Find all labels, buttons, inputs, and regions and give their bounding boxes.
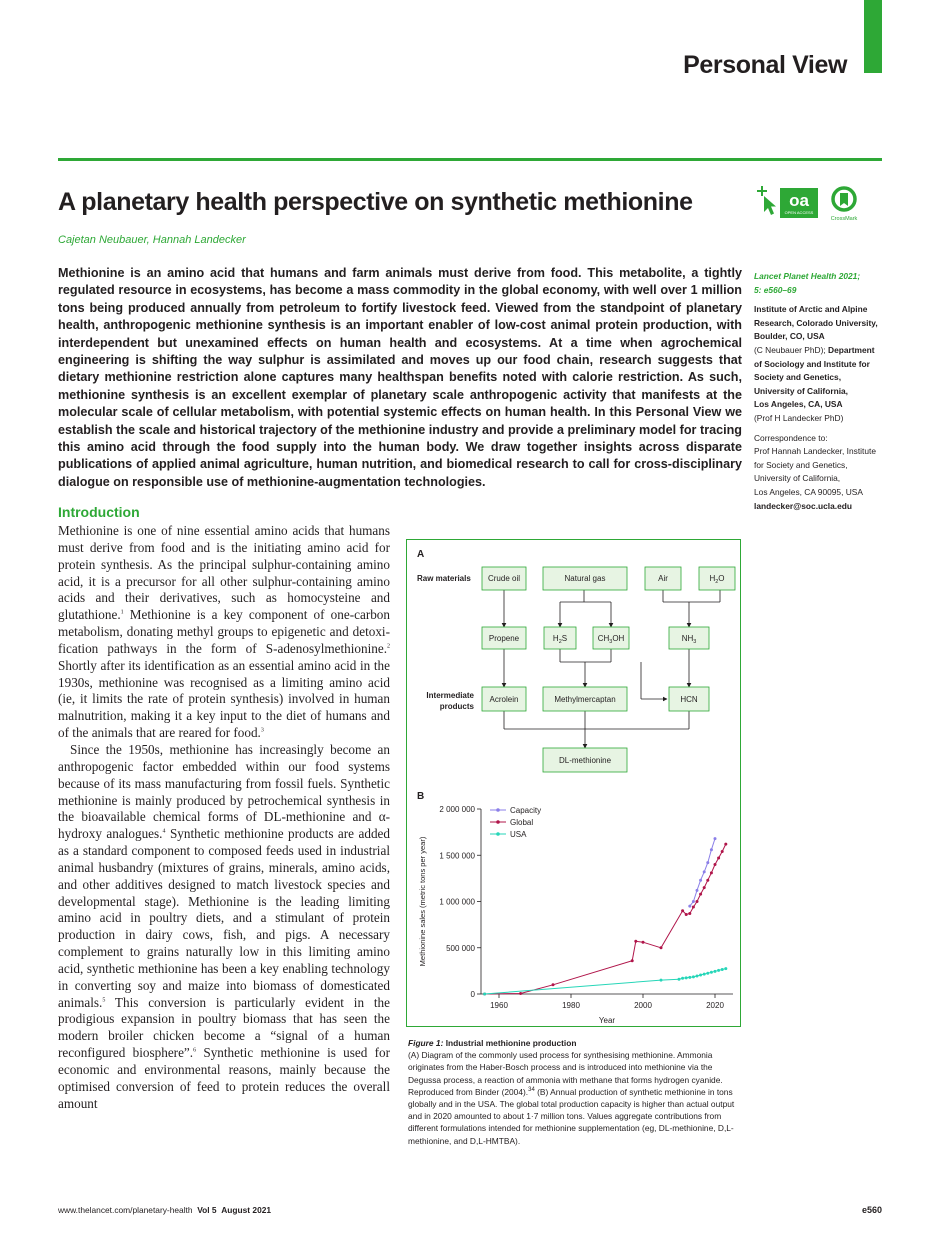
- header-rule: [58, 158, 882, 161]
- series-line-usa: [485, 969, 726, 994]
- reference-link[interactable]: 34: [528, 1087, 535, 1094]
- y-tick-label: 1 500 000: [439, 851, 475, 861]
- panel-a-label: A: [417, 549, 425, 560]
- y-axis-title: Methionine sales (metric tons per year): [418, 836, 427, 967]
- affiliation-line: Institute of Arctic and Alpine: [754, 304, 868, 315]
- legend-marker: [496, 808, 500, 812]
- row-label-intermediate: Intermediate: [426, 691, 474, 700]
- data-point-capacity: [696, 889, 699, 892]
- data-point-usa: [681, 977, 684, 980]
- section-color-tab: [864, 0, 882, 73]
- text-run: Synthetic methionine products are added as a standard component to composed feeds used in industrial animal husbandry (mixtures of grains, minerals, amino acids, and other additives designed to match livestock species and developmental stage). Methionine is the leading limiting amino acid in poultry diets, and a stimulant of protein production in dairy cows, fish, and pigs. A necessary complement to grains naturally low in this limiting amino acid, synthetic methionine has been a key enabling technology in converting soy and maize into biomass of domesticated animals.: [58, 826, 390, 1010]
- reference-link[interactable]: 5: [102, 997, 106, 1004]
- reference-link[interactable]: 4: [162, 828, 166, 835]
- legend-label: Global: [510, 818, 534, 827]
- node-label: Crude oil: [487, 574, 521, 583]
- affiliation-line: Los Angeles, CA, USA: [754, 399, 843, 410]
- data-point-global: [685, 913, 688, 916]
- footer-url[interactable]: www.thelancet.com/planetary-health: [58, 1205, 193, 1215]
- series-line-global: [485, 844, 726, 994]
- data-point-global: [721, 850, 724, 853]
- citation-line: 5: e560–69: [754, 284, 797, 295]
- node-acrolein: [482, 687, 526, 711]
- methionine-production-chart: [418, 805, 733, 1025]
- oa-badge-text: oa: [789, 191, 809, 210]
- data-point-global: [699, 893, 702, 896]
- correspondence-line: for Society and Genetics,: [754, 459, 848, 470]
- legend-marker: [496, 820, 500, 824]
- caption-title: Industrial methionine production: [445, 1038, 577, 1048]
- data-point-usa: [706, 972, 709, 975]
- x-tick-label: 1960: [490, 1001, 508, 1010]
- node-dl-methionine: [543, 748, 627, 772]
- caption-text: (A) Diagram of the commonly used process for synthesising methionine. Ammonia originates from the Haber-Bosch process and is introduced into methionine via the Degussa process, a reaction of ammonia with methane that forms hydrogen cyanide. Reproduced from Binder (2004).: [408, 1050, 723, 1097]
- correspondence-line: Prof Hannah Landecker, Institute: [754, 446, 876, 457]
- figure-1: [406, 539, 741, 1027]
- y-tick-label: 500 000: [446, 943, 475, 953]
- node-methylmercaptan: [543, 687, 627, 711]
- node-air: [645, 567, 681, 590]
- data-point-global: [642, 941, 645, 944]
- data-point-usa: [724, 967, 727, 970]
- node-propene: [482, 627, 526, 649]
- data-point-usa: [685, 976, 688, 979]
- data-point-global: [717, 857, 720, 860]
- reference-link[interactable]: 1: [120, 609, 124, 616]
- correspondence-label: Correspondence to:: [754, 432, 828, 443]
- legend-label: Capacity: [510, 806, 542, 815]
- node-label: Propene: [488, 634, 520, 643]
- author-list[interactable]: Cajetan Neubauer, Hannah Landecker: [58, 234, 246, 246]
- crossmark-icon[interactable]: [831, 188, 858, 222]
- author-degree: (C Neubauer PhD);: [754, 344, 829, 355]
- correspondence-line: Los Angeles, CA 90095, USA: [754, 486, 863, 497]
- section-heading: Introduction: [58, 504, 140, 520]
- data-point-usa: [699, 974, 702, 977]
- paragraph: [58, 523, 390, 742]
- node-crude-oil: [482, 567, 526, 590]
- data-point-capacity: [692, 900, 695, 903]
- data-point-global: [706, 879, 709, 882]
- data-point-global: [703, 886, 706, 889]
- figure-1-graphic: [407, 540, 740, 1026]
- correspondence-email[interactable]: landecker@soc.ucla.edu: [754, 500, 853, 511]
- figure-caption: [408, 1037, 741, 1147]
- data-point-capacity: [706, 861, 709, 864]
- reference-link[interactable]: 3: [260, 727, 264, 734]
- affiliation-line: [754, 344, 889, 358]
- node-methanol: [593, 627, 629, 649]
- correspondence-line: University of California,: [754, 473, 841, 484]
- abstract: Methionine is an amino acid that humans and farm animals must derive from food. This metabolite, a tightly regulated resource in ecosystems, has become a mass commodity in the global economy, with well over 1 million tons being produced annually from petroleum to fortify livestock feed. Viewed from the standpoint of planetary health, anthropogenic methionine synthesis is an important enabler of low-cost animal protein production, with interdependent but unexamined effects on human health and ecosystems. At a time when agrochemical engineering is shifting the way sulphur is assimilated and moves up our food chain, research suggests that dietary methionine restriction alone captures many healthspan benefits noted with calorie restriction. As such, methionine synthesis is an excellent exemplar of planetary scale anthropogenic activity that manifests at the molecular scale of cellular metabolism, with potential systemic effects on human health. In this Personal View we establish the scale and historical trajectory of the methionine industry and provide a preliminary model for tracing this amino acid through the food supply into the human body. We draw together insights across disparate publications of applied animal agriculture, human nutrition, and biomedical research to call for cross-disciplinary dialogue on responsible use of methionine-augmentation technologies.: [58, 266, 742, 489]
- panel-b-label: B: [417, 791, 425, 802]
- access-badges: [754, 184, 869, 224]
- y-tick-label: 2 000 000: [439, 805, 475, 814]
- caption-label: Figure 1:: [408, 1038, 446, 1048]
- footer-date: August 2021: [221, 1205, 272, 1215]
- node-label: Air: [658, 574, 668, 583]
- data-point-global: [688, 912, 691, 915]
- data-point-usa: [692, 975, 695, 978]
- affiliation-line: (Prof H Landecker PhD): [754, 412, 844, 423]
- y-tick-label: 0: [470, 990, 475, 999]
- data-point-usa: [688, 976, 691, 979]
- page-number: e560: [861, 1205, 882, 1215]
- x-axis-title: Year: [598, 1016, 616, 1025]
- data-point-usa: [717, 969, 720, 972]
- data-point-usa: [721, 968, 724, 971]
- data-point-global: [519, 992, 522, 995]
- y-tick-label: 1 000 000: [439, 897, 475, 907]
- text-run: Methionine is one of nine essential amino acids that humans must derive from food and is the initiating amino acid for protein synthesis. As the principal sulphur-containing amino acid, it is a precursor for all other sulphur-containing amino acids and their derivatives, such as homocysteine and glutathione.: [58, 523, 390, 623]
- data-point-usa: [696, 974, 699, 977]
- node-label: HCN: [680, 695, 698, 704]
- data-point-capacity: [714, 837, 717, 840]
- data-point-global: [634, 940, 637, 943]
- text-run: This conversion is particularly evident in the prodigious expansion in poultry biomass that has seen the modern broiler chicken become a “signal of a human reconfigured biosphere”.: [58, 994, 390, 1061]
- paragraph: [58, 742, 390, 1113]
- node-label: Methylmercaptan: [554, 695, 616, 704]
- node-natural-gas: [543, 567, 627, 590]
- text-run: Synthetic methionine is used for economic and environmental reasons, mainly because the optimised conversion of feed to protein reduces the overall amount: [58, 1045, 390, 1111]
- data-point-global: [660, 946, 663, 949]
- data-point-global: [696, 900, 699, 903]
- data-point-capacity: [703, 870, 706, 873]
- node-ammonia: [669, 627, 709, 649]
- node-hcn: [669, 687, 709, 711]
- data-point-global: [681, 909, 684, 912]
- citation-line: Lancet Planet Health 2021;: [754, 271, 861, 281]
- data-point-usa: [710, 971, 713, 974]
- node-label: Acrolein: [489, 695, 519, 704]
- node-label: $CH_3OH$: [597, 634, 625, 645]
- row-label-raw: Raw materials: [417, 574, 471, 583]
- x-tick-label: 2000: [634, 1001, 652, 1010]
- text-run: Since the 1950s, methionine has increasingly become an anthropogenic factor embedded within our food systems because of its mass manufacturing from fossil fuels. Synthetic methionine is mainly produced by petrochemical synthesis in the bioavailable chemical forms of DL-methionine and α-hydroxy analogues.: [58, 741, 390, 842]
- affiliation-dept: Department: [828, 344, 875, 355]
- body-text: [58, 523, 390, 1113]
- crossmark-label: CrossMark: [830, 216, 858, 222]
- data-point-global: [631, 959, 634, 962]
- affiliation-line: of Sociology and Institute for: [754, 358, 870, 369]
- data-point-usa: [483, 993, 486, 996]
- data-point-capacity: [688, 905, 691, 908]
- legend-label: USA: [510, 830, 527, 839]
- affiliation-line: Research, Colorado University,: [754, 317, 878, 328]
- data-point-capacity: [699, 879, 702, 882]
- affiliation-line: Boulder, CO, USA: [754, 331, 825, 342]
- data-point-global: [552, 983, 555, 986]
- data-point-usa: [660, 979, 663, 982]
- data-point-usa: [703, 973, 706, 976]
- affiliation-line: University of California,: [754, 385, 849, 396]
- x-tick-label: 1980: [562, 1001, 580, 1010]
- node-label: $H_2S$: [552, 634, 568, 645]
- x-tick-label: 2020: [706, 1001, 724, 1010]
- node-label: Natural gas: [564, 574, 606, 583]
- section-label: Personal View: [683, 51, 847, 79]
- footer-journal: [58, 1205, 271, 1215]
- footer-volume: Vol 5: [197, 1205, 217, 1215]
- node-hydrogen-sulfide: [544, 627, 576, 649]
- data-point-capacity: [710, 848, 713, 851]
- text-run: Shortly after its identification as an essential amino acid in the 1930s, methionine was recognised as a limiting amino acid (ie, it limits the rate of protein synthesis) involved in human malnutrition, making it a key input to the diet of humans and of the animals that are reared for food.: [58, 657, 390, 741]
- node-label: $H_2O$: [709, 574, 725, 585]
- legend-marker: [496, 832, 500, 836]
- data-point-global: [724, 843, 727, 846]
- row-label-intermediate: products: [439, 702, 474, 711]
- reference-link[interactable]: 2: [387, 643, 390, 650]
- data-point-usa: [678, 978, 681, 981]
- cross-cursor-icon[interactable]: [757, 186, 776, 215]
- oa-badge-subtext: OPEN ACCESS: [784, 210, 814, 215]
- data-point-global: [714, 863, 717, 866]
- node-label: DL-methionine: [558, 756, 612, 765]
- data-point-global: [692, 906, 695, 909]
- data-point-global: [710, 871, 713, 874]
- text-run: Methionine is a key component of one-carbon metabolism, donating methyl groups to epigenetic and detoxification pathways in the form of S-adenosylmethionine.: [58, 607, 390, 656]
- caption-text: (B) Annual production of synthetic methionine in tons globally and in the USA. The global total production capacity is higher than actual output and in 2020 amounted to about 1·7 million tons. Values aggregate contributions from different formulations intended for methionine supplementation (eg, DL-methionine, D,L-methionine, and D,L-HMTBA).: [408, 1086, 735, 1146]
- node-label: $NH_3$: [681, 634, 697, 645]
- data-point-usa: [714, 970, 717, 973]
- article-sidebar: [754, 270, 889, 513]
- article-title: A planetary health perspective on synthetic methionine: [58, 188, 693, 216]
- affiliation-line: Society and Genetics,: [754, 372, 842, 383]
- reference-link[interactable]: 6: [193, 1047, 197, 1054]
- node-water: [699, 567, 735, 590]
- open-access-icon[interactable]: [780, 188, 818, 218]
